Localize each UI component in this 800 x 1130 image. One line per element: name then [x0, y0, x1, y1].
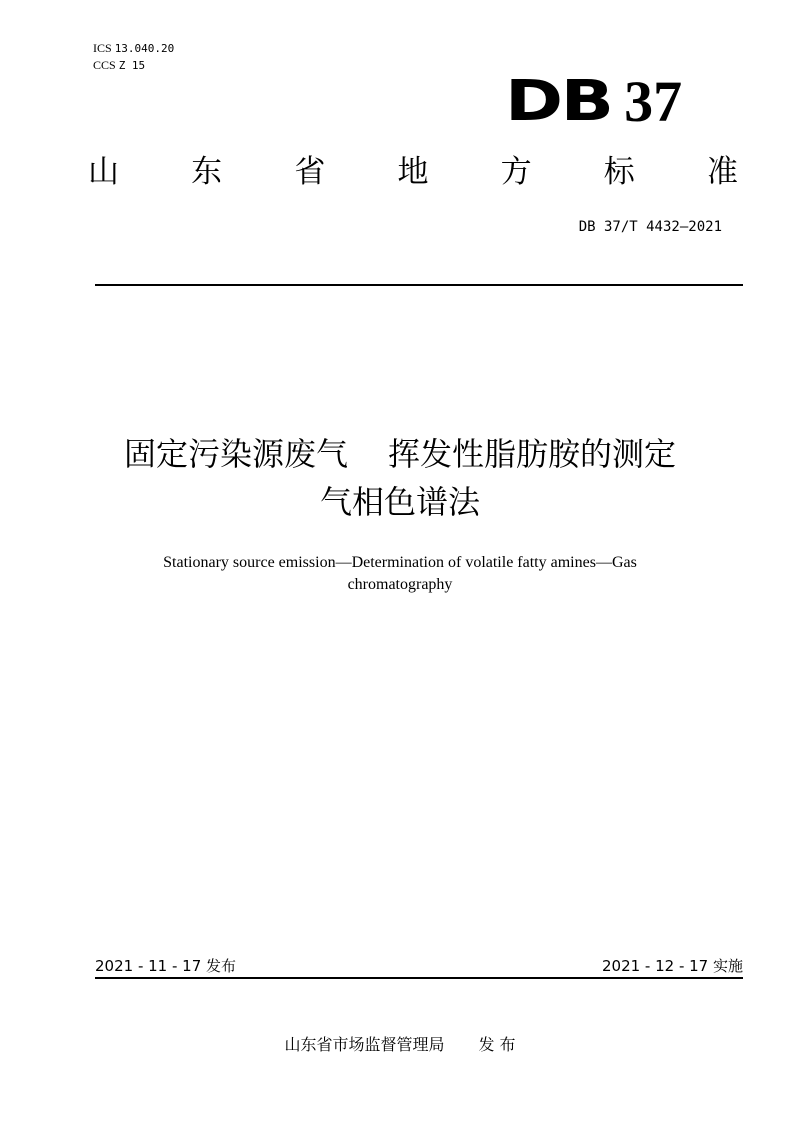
banner-char: 省 — [294, 154, 326, 190]
top-divider — [95, 284, 743, 286]
db37-logo — [505, 69, 683, 134]
banner-char: 东 — [191, 154, 223, 190]
banner-char: 准 — [706, 154, 738, 190]
title-part-2: 挥发性脂肪胺的测定 — [388, 435, 677, 473]
issuer-action: 发 布 — [478, 1035, 516, 1054]
issue-date: 2021 - 11 - 17 发布 — [95, 957, 237, 975]
bottom-divider — [95, 977, 743, 979]
banner-char: 方 — [500, 154, 532, 190]
ccs-code: Z 15 — [118, 59, 146, 72]
english-title-line-2: chromatography — [347, 576, 453, 593]
document-number: DB 37/T 4432—2021 — [578, 219, 722, 235]
title-line-1 — [0, 430, 800, 478]
ics-line — [93, 40, 174, 57]
title-line-2: 气相色谱法 — [319, 483, 480, 521]
banner-char: 地 — [397, 154, 429, 190]
ics-code: 13.040.20 — [114, 42, 175, 55]
logo-number: 37 — [624, 69, 683, 134]
english-title — [130, 552, 670, 596]
issuing-authority — [0, 1032, 800, 1055]
logo-letters: DB — [505, 69, 612, 134]
ccs-line — [93, 57, 174, 74]
document-title — [0, 430, 800, 526]
ccs-label: CCS — [93, 58, 116, 72]
banner-char: 标 — [603, 154, 635, 190]
english-title-line-1: Stationary source emission—Determination of volatile fatty amines—Gas — [163, 554, 637, 571]
classification-codes — [93, 40, 174, 74]
implementation-date: 2021 - 12 - 17 实施 — [601, 957, 743, 975]
standard-banner — [88, 152, 738, 192]
banner-char: 山 — [88, 154, 119, 190]
issuer-name: 山东省市场监督管理局 — [284, 1035, 445, 1054]
title-part-1: 固定污染源废气 — [123, 435, 348, 473]
ics-label: ICS — [93, 41, 112, 55]
